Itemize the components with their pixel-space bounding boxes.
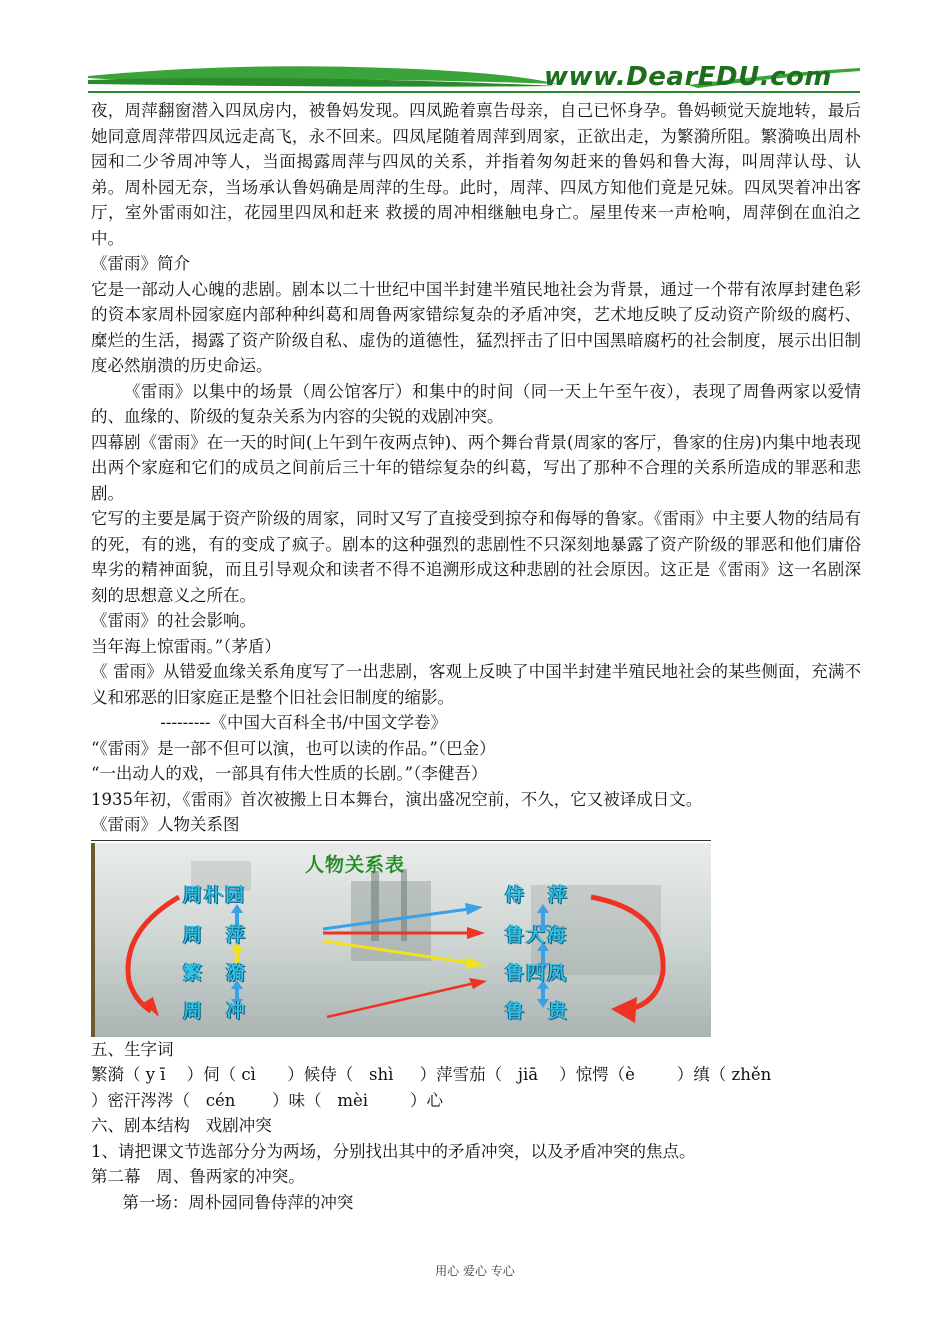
act-two: 第二幕 周、鲁两家的冲突。: [91, 1167, 305, 1186]
intro-heading: 《雷雨》简介: [91, 254, 190, 273]
theme-paragraph: 它写的主要是属于资产阶级的周家，同时又写了直接受到掠夺和侮辱的鲁家。《雷雨》中主要人物的结局有的死，有的逃，有的变成了疯子。剧本的这种强烈的悲剧性不只深刻地暴露了资产阶级的罪恶和他们庸俗卑劣的精神面貌，而且引导观众和读者不得不追溯形成这种悲剧的社会原因。这正是《雷雨》这一名剧深刻的思想意义之所在。: [91, 509, 861, 605]
name-lu-sifeng: 鲁四凤: [505, 961, 569, 984]
name-shiping: 侍萍: [505, 883, 592, 906]
vocab-heading: 五、生字词: [91, 1039, 174, 1059]
structure-paragraph: 四幕剧《雷雨》在一天的时间(上午到午夜两点钟)、两个舞台背景(周家的客厅，鲁家的住房)内集中地表现出两个家庭和它们的成员之间前后三十年的错综复杂的纠葛，写出了那种不合理的关系所造成的罪恶和悲剧。: [91, 432, 861, 503]
relationship-chart-caption: 《雷雨》人物关系图: [91, 815, 240, 834]
document-body: [91, 98, 861, 1215]
setting-paragraph: 《雷雨》以集中的场景（周公馆客厅）和集中的时间（同一天上午至午夜），表现了周鲁两家以爱情的、血缘的、阶级的复杂关系为内容的尖锐的戏剧冲突。: [91, 381, 861, 426]
intro-paragraph: 它是一部动人心魄的悲剧。剧本以二十世纪中国半封建半殖民地社会为背景，通过一个带有浓厚封建色彩的资本家周朴园家庭内部种种纠葛和周鲁两家错综复杂的矛盾冲突，艺术地反映了反动资产阶级的腐朽、糜烂的生活，揭露了资产阶级自私、虚伪的道德性，猛烈抨击了旧中国黑暗腐朽的社会制度，展示出旧制度必然崩溃的历史命运。: [91, 279, 861, 375]
name-lu-dahai: 鲁大海: [505, 923, 569, 946]
japan-paragraph: 1935年初，《雷雨》首次被搬上日本舞台，演出盛况空前，不久，它又被译成日文。: [91, 789, 703, 809]
site-brand[interactable]: www.DearEDU.com: [543, 62, 832, 92]
scene-one: 第一场：周朴园同鲁侍萍的冲突: [122, 1192, 354, 1212]
diagram-title: 人物关系表: [305, 853, 406, 876]
vocab-line-2: ）密汗涔涔（ cén ）味（ mèi ）心: [91, 1090, 443, 1110]
quote-lijianwu: “一出动人的戏，一部具有伟大性质的长剧。”（李健吾）: [91, 764, 488, 783]
name-zhou-puyuan: 周朴园: [183, 883, 247, 906]
vocab-line-1: 繁漪（ y ī ）伺（ cì ）候侍（ shì ）萍雪茄（ jiā ）惊愕（è ）缜（ zhěn: [91, 1065, 772, 1084]
encyclopedia-quote: 《 雷雨》从错爱血缘关系角度写了一出悲剧，客观上反映了中国半封建半殖民地社会的某些侧面，充满不义和邪恶的旧家庭正是整个旧社会旧制度的缩影。: [91, 662, 861, 707]
quote-bajin: “《雷雨》是一部不但可以演，也可以读的作品。”（巴金）: [91, 738, 496, 758]
influence-heading: 《雷雨》的社会影响。: [91, 611, 256, 630]
name-zhou-ping: 周萍: [183, 923, 270, 946]
quote-maodun: 当年海上惊雷雨。”（茅盾）: [91, 636, 281, 656]
question-1: 1、请把课文节选部分分为两场，分别找出其中的矛盾冲突，以及矛盾冲突的焦点。: [91, 1141, 696, 1161]
name-zhou-chong: 周冲: [183, 999, 270, 1022]
name-fanyi: 繁漪: [183, 961, 270, 984]
page-footer: 用心 爱心 专心: [435, 1264, 515, 1278]
structure-heading: 六、剧本结构 戏剧冲突: [91, 1116, 272, 1135]
page-header: [88, 58, 860, 98]
relationship-diagram: [91, 840, 711, 1037]
name-lu-gui: 鲁贵: [505, 999, 592, 1022]
encyclopedia-source: ---------《中国大百科全书/中国文学卷》: [160, 713, 448, 732]
plot-paragraph: 夜，周萍翻窗潜入四凤房内，被鲁妈发现。四凤跪着禀告母亲，自己已怀身孕。鲁妈顿觉天旋地转，最后她同意周萍带四凤远走高飞，永不回来。四凤尾随着周萍到周家，正欲出走，为繁漪所阻。繁漪唤出周朴园和二少爷周冲等人，当面揭露周萍与四凤的关系，并指着匆匆赶来的鲁妈和鲁大海，叫周萍认母、认弟。周朴园无奈，当场承认鲁妈确是周萍的生母。此时，周萍、四凤方知他们竟是兄妹。四凤哭着冲出客厅，室外雷雨如注，花园里四凤和赶来 救援的周冲相继触电身亡。屋里传来一声枪响，周萍倒在血泊之中。: [91, 101, 861, 248]
